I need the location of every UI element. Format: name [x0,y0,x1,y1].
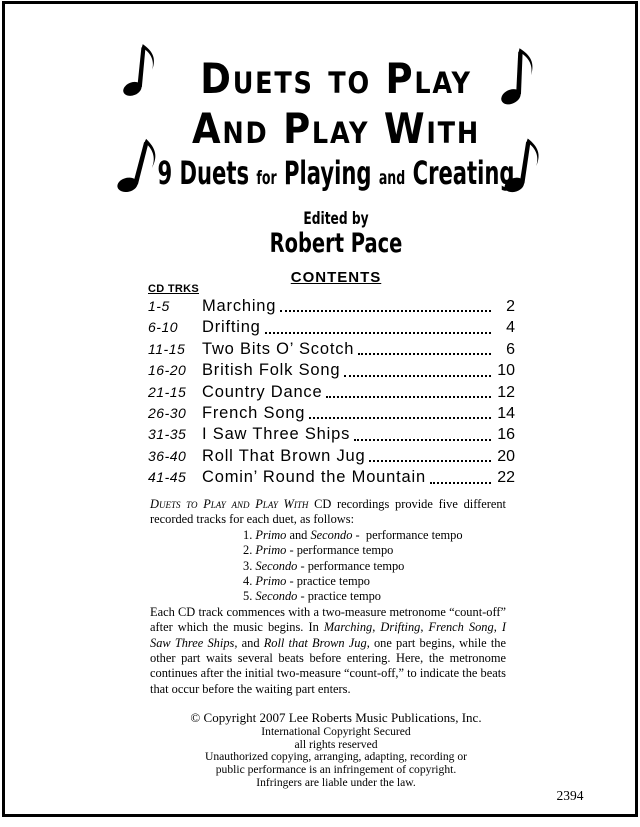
tempo-list-item: 4. Primo - practice tempo [243,574,370,589]
toc-page-number: 10 [497,362,515,380]
toc-track-range: 16-20 [148,362,187,379]
tempo-list-item: 1. Primo and Secondo - performance tempo [243,527,463,542]
toc-track-range: 26-30 [148,404,187,421]
tempo-list-item: 5. Secondo - practice tempo [243,589,381,604]
toc-leader-dots [280,310,491,312]
toc-title: I Saw Three Ships [202,425,351,444]
toc-row [148,424,515,445]
toc-title: Two Bits O’ Scotch [202,339,355,358]
table-of-contents [148,296,515,489]
description-outro: Each CD track commences with a two-measure metronome “count-off” after which the music begins. In Marching, Drifting, French Song, I Saw Three Ships, and Roll that Brown Jug, one part begins, while the other part waits several beats before entering. Here, the metronome continues after the initial two-measure “count-off,” to indicate the beats that occur before the waiting part enters. [150,604,506,696]
toc-leader-dots [430,482,491,484]
toc-row [148,446,515,467]
toc-row [148,296,515,317]
toc-track-range: 36-40 [148,447,187,464]
tempo-list [243,528,506,605]
toc-track-range: 1-5 [148,298,170,314]
subtitle: 9 Duets for Playing and Creating [157,154,515,192]
toc-page-number: 4 [506,319,515,337]
toc-title: Comin’ Round the Mountain [202,468,426,487]
toc-row [148,360,515,381]
copyright-line: International Copyright Secured [261,725,411,738]
toc-track-range: 21-15 [148,383,187,400]
toc-page-number: 20 [497,447,515,465]
edited-by-label: Edited by [303,209,369,229]
toc-row [148,467,515,488]
toc-track-range: 41-45 [148,469,187,486]
toc-leader-dots [326,396,491,398]
toc-leader-dots [369,460,491,462]
contents-heading: CONTENTS [290,269,382,286]
plate-number: 2394 [556,788,584,803]
editor-name: Robert Pace [269,228,403,259]
toc-page-number: 22 [497,469,515,487]
toc-row [148,382,515,403]
toc-page-number: 2 [506,298,515,315]
toc-title: Drifting [202,318,261,337]
toc-track-range: 31-35 [148,426,187,443]
copyright-block [32,709,640,790]
toc-leader-dots [354,439,491,441]
toc-page-number: 16 [497,426,515,444]
toc-leader-dots [358,353,491,355]
toc-title: Country Dance [202,382,323,401]
title-line-1: Duets to Play [200,54,472,103]
title-line-2: And Play With [192,104,480,153]
copyright-line: © Copyright 2007 Lee Roberts Music Publications, Inc. [190,710,482,725]
toc-page-number: 12 [497,383,515,401]
toc-page-number: 6 [506,340,515,358]
toc-title: British Folk Song [202,361,341,380]
toc-leader-dots [344,375,491,377]
toc-page-number: 14 [497,404,515,422]
toc-row [148,317,515,338]
toc-track-range: 6-10 [148,319,179,336]
toc-leader-dots [265,332,491,334]
cd-description [150,497,506,697]
toc-title: Marching [202,297,277,315]
toc-title: Roll That Brown Jug [202,446,366,465]
toc-row [148,403,515,424]
toc-row [148,339,515,360]
copyright-line: public performance is an infringement of copyright. [215,763,457,777]
cd-tracks-column-header: CD TRKS [148,283,199,295]
tempo-list-item: 2. Primo - performance tempo [243,543,394,558]
copyright-line: all rights reserved [294,737,378,751]
copyright-line: Unauthorized copying, arranging, adapting, recording or [204,750,468,764]
copyright-line: Infringers are liable under the law. [256,775,416,789]
tempo-list-item: 3. Secondo - performance tempo [243,558,405,573]
toc-title: French Song [202,403,306,422]
toc-track-range: 11-15 [148,340,186,357]
toc-leader-dots [309,417,491,419]
description-intro: Duets to Play and Play With CD recordings provide five different recorded tracks for each duet, as follows: [150,497,506,527]
